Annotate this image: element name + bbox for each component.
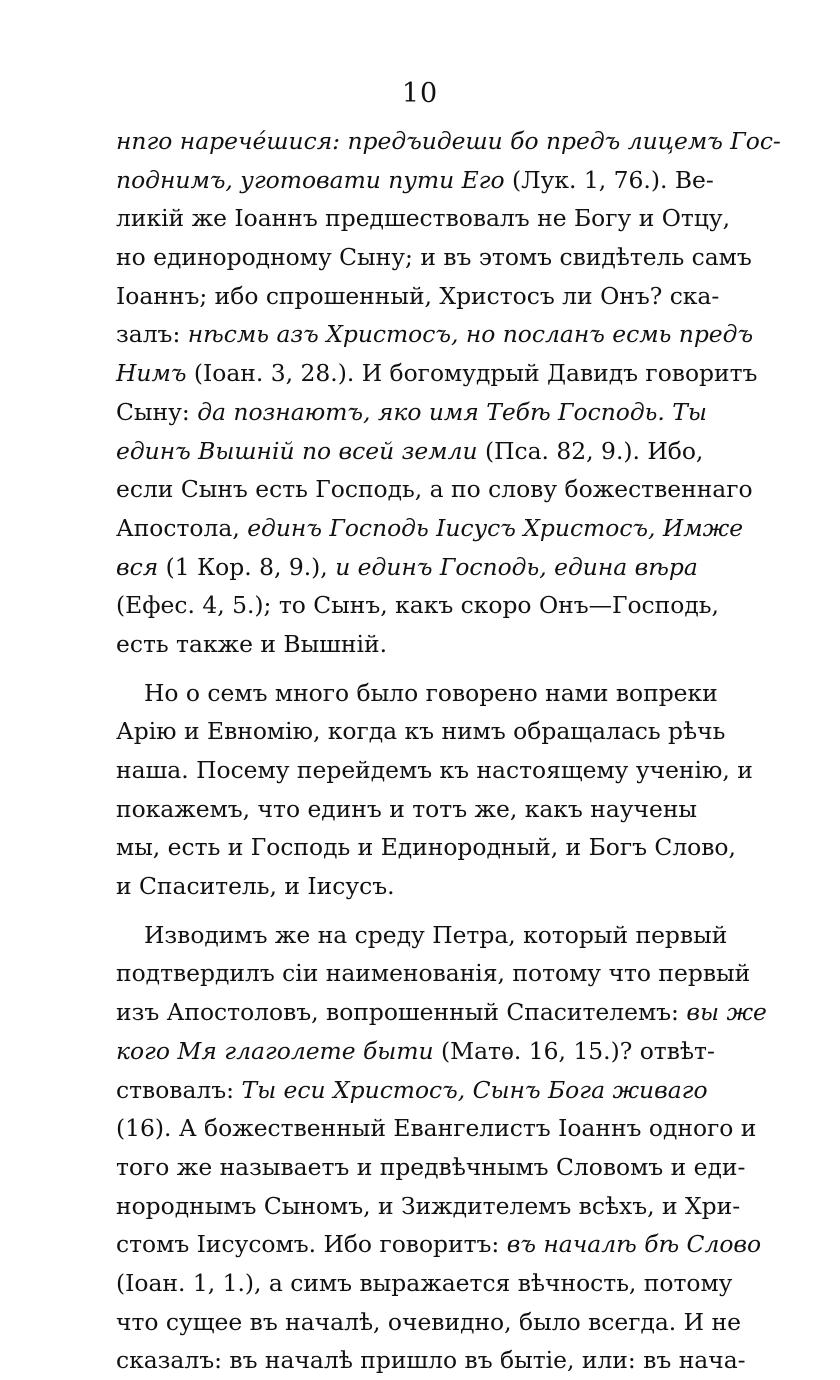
italic-quote: Нимъ — [116, 359, 187, 388]
text-run: (Пса. 82, 9.). Ибо, — [477, 436, 704, 465]
text-run: (Матѳ. 16, 15.)? отвѣт- — [433, 1036, 715, 1065]
text-run: но единородному Сыну; и въ этомъ свидѣтель самъ — [116, 243, 752, 272]
text-run: подтвердилъ сіи наименованія, потому что первый — [116, 959, 751, 988]
italic-quote: вся — [116, 552, 159, 581]
text-line — [116, 867, 696, 906]
text-run: Сыну: — [116, 397, 198, 426]
text-run: (1 Кор. 8, 9.), — [158, 552, 336, 581]
text-line — [116, 354, 758, 393]
text-run: нороднымъ Сыномъ, и Зиждителемъ всѣхъ, и Хри- — [116, 1191, 741, 1220]
text-run: изъ Апостоловъ, вопрошенный Спасителемъ: — [116, 998, 687, 1027]
text-line — [116, 238, 752, 277]
text-run: что сущее въ началѣ, очевидно, было всегда. И не — [116, 1307, 741, 1336]
text-run: ликій же Іоаннъ предшествовалъ не Богу и Отцу, — [116, 204, 731, 233]
italic-quote: и единъ Господь, едина вѣра — [335, 552, 698, 581]
text-run: (Лук. 1, 76.). Ве- — [504, 165, 714, 194]
text-run: мы, есть и Господь и Единородный, и Богъ Слово, — [116, 833, 736, 862]
text-run: (Іоан. 1, 1.), а симъ выражается вѣчность, потому — [116, 1268, 733, 1297]
text-line — [116, 712, 726, 751]
text-line — [116, 122, 781, 161]
italic-quote: нпго нарече́шися: предъидеши бо предъ лицемъ Гос- — [116, 127, 781, 155]
text-line — [116, 1341, 746, 1380]
text-line — [116, 1032, 715, 1071]
paragraph — [116, 916, 767, 1380]
text-line — [116, 993, 767, 1032]
text-line — [116, 470, 753, 509]
text-line — [116, 432, 704, 471]
text-run: Изводимъ же на среду Петра, который первый — [144, 920, 728, 949]
text-line — [116, 1109, 757, 1148]
text-line — [116, 828, 736, 867]
text-run: Но о семъ много было говорено нами вопреки — [144, 678, 718, 707]
italic-quote: единъ Вышній по всей земли — [116, 436, 478, 465]
text-run: (Ефес. 4, 5.); то Сынъ, какъ скоро Онъ—Господь, — [116, 591, 719, 620]
text-run: залъ: — [116, 320, 188, 349]
text-run: наша. Посему перейдемъ къ настоящему ученію, и — [116, 756, 753, 784]
text-line — [116, 1148, 746, 1187]
italic-quote: кого Мя глаголете быти — [116, 1036, 434, 1065]
text-line — [116, 548, 696, 587]
text-line — [116, 1071, 708, 1110]
text-run: стомъ Іисусомъ. Ибо говоритъ: — [116, 1230, 507, 1259]
text-line — [116, 1264, 733, 1303]
text-line — [116, 751, 753, 790]
text-line — [116, 393, 707, 432]
text-run: Арію и Евномію, когда къ нимъ обращалась рѣчь — [116, 717, 726, 746]
text-line — [116, 916, 728, 955]
text-line — [116, 1225, 762, 1264]
text-run: покажемъ, что единъ и тотъ же, какъ научены — [116, 794, 698, 823]
italic-quote: Ты еси Христосъ, Сынъ Бога живаго — [241, 1075, 708, 1104]
text-line — [116, 509, 744, 548]
italic-quote: поднимъ, уготовати пути Его — [116, 165, 505, 194]
text-line — [116, 315, 754, 354]
text-line — [116, 277, 720, 316]
italic-quote: нѣсмь азъ Христосъ, но посланъ есмь предъ — [187, 320, 754, 349]
text-run: сказалъ: въ началѣ пришло въ бытіе, или: въ нача- — [116, 1346, 746, 1375]
text-run: ствовалъ: — [116, 1075, 242, 1104]
text-run: Апостола, — [116, 513, 248, 542]
italic-quote: единъ Господь Іисусъ Христосъ, Имже — [247, 513, 744, 542]
paragraph — [116, 122, 781, 664]
text-run: если Сынъ есть Господь, а по слову божественнаго — [116, 475, 753, 504]
page-number: 10 — [401, 78, 439, 109]
italic-quote: да познаютъ, яко имя Тебѣ Господь. Ты — [197, 397, 707, 426]
text-run: Іоаннъ; ибо спрошенный, Христосъ ли Онъ? ска- — [116, 281, 720, 310]
text-line — [116, 954, 751, 993]
italic-quote: вы же — [686, 998, 767, 1027]
text-line — [116, 674, 718, 713]
body-text — [116, 122, 781, 1380]
text-line — [116, 199, 731, 238]
text-run: того же называетъ и предвѣчнымъ Словомъ и еди- — [116, 1152, 746, 1181]
italic-quote: въ началѣ бѣ Слово — [506, 1230, 762, 1259]
text-run: и Спаситель, и Іисусъ. — [116, 872, 395, 901]
text-line — [116, 1303, 741, 1342]
text-run: есть также и Вышній. — [116, 629, 388, 658]
text-line — [116, 586, 719, 625]
text-line — [116, 161, 714, 200]
text-run: (Іоан. 3, 28.). И богомудрый Давидъ говоритъ — [186, 359, 758, 388]
text-run: (16). А божественный Евангелистъ Іоаннъ одного и — [116, 1114, 757, 1143]
text-line — [116, 625, 696, 664]
paragraph — [116, 674, 753, 906]
text-line — [116, 790, 696, 829]
text-line — [116, 1187, 741, 1226]
